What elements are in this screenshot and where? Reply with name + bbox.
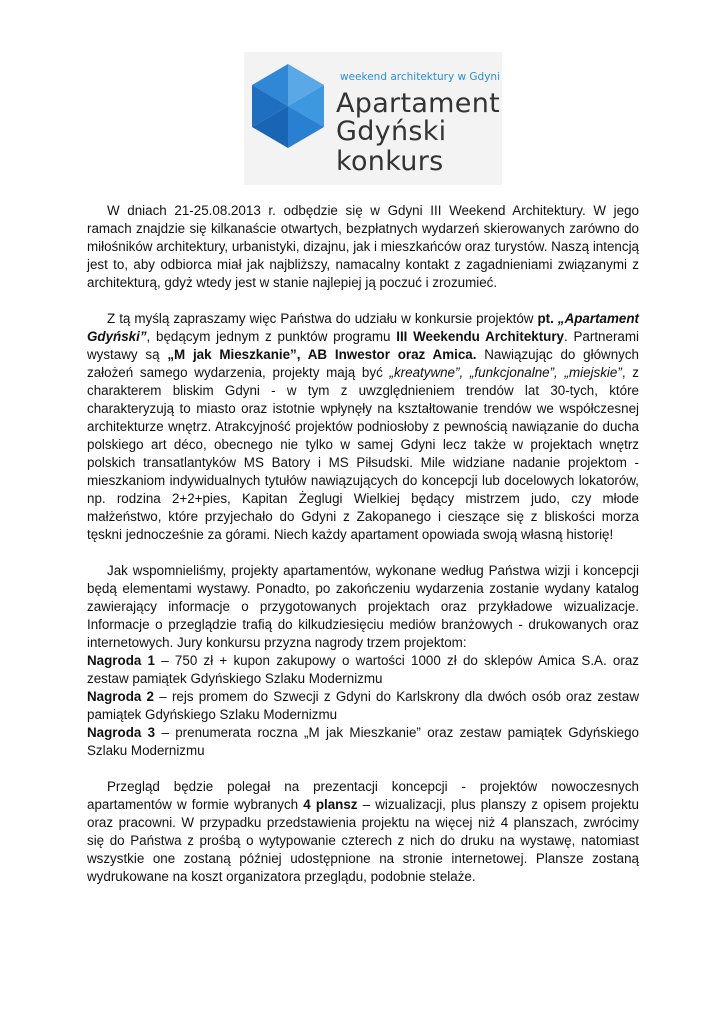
prize-1 — [87, 652, 639, 688]
partners-list: „M jak Mieszkanie”, AB Inwestor oraz Amica. — [167, 347, 477, 362]
exhibition-paragraph: Jak wspomnieliśmy, projekty apartamentów, wykonane według Państwa wizji i koncepcji będą elementami wystawy. Ponadto, po zakończeniu wydarzenia zostanie wydany katalog zawierający informacje o przygotowanych projektach oraz przykładowe wizualizacje. Informacje o przeglądzie trafią do kilkudziesięciu mediów branżowych - drukowanych oraz internetowych. Jury konkursu przyzna nagrody trzem projektom: — [87, 563, 639, 650]
prize-2 — [87, 688, 639, 724]
prize-2-label: Nagroda 2 — [87, 689, 155, 704]
logo-title-line-3: konkurs — [336, 146, 444, 177]
document-body — [87, 202, 639, 886]
logo-tagline: weekend architektury w Gdyni — [340, 71, 501, 83]
event-name: III Weekendu Architektury — [396, 329, 565, 344]
prize-3 — [87, 724, 639, 760]
prize-3-text: – prenumerata roczna „M jak Mieszkanie” oraz zestaw pamiątek Gdyńskiego Szlaku Modernizmu — [87, 725, 639, 758]
invitation-text-j: , z charakterem bliskim Gdyni - w tym z uwzględnieniem trendów lat 30-tych, które charakteryzują to miasto oraz istotnie wpłynęły na kształtowanie trendów we współczesnej architekturze wnętrz. Atrakcyjność projektów podniosłoby z pewnością nawiązanie do ducha polskiego art déco, obecnego nie tylko w samej Gdyni lecz także w projektach wnętrz polskich transatlantyków MS Batory i MS Piłsudski. Mile widziane nadanie projektom - mieszkaniom indywidualnych tytułów nawiązujących do koncepcji lub docelowych lokatorów, np. rodzina 2+2+pies, Kapitan Żeglugi Wielkiej będący mistrzem judo, czy młode małżeństwo, które przyjechało do Gdyni z Zakopanego i cieszące się z bliskości morza tęskni jednocześnie za górami. Niech każdy apartament opowiada swoją własną historię! — [87, 365, 639, 542]
invitation-text-f: . Partnerami wystawy są — [87, 329, 639, 362]
boards-count: 4 plansz — [303, 797, 358, 812]
invitation-text-a: Z tą myślą zapraszamy więc Państwa do udziału w konkursie projektów — [107, 311, 538, 326]
invitation-text-b: pt. — [537, 311, 558, 326]
intro-paragraph: W dniach 21-25.08.2013 r. odbędzie się w Gdyni III Weekend Architektury. W jego ramach znajdzie się kilkanaście otwartych, bezpłatnych wydarzeń skierowanych zarówno do miłośników architektury, urbanistyki, dizajnu, jak i mieszkańców oraz turystów. Naszą intencją jest to, aby odbiorca miał jak najbliższy, namacalny kontakt z zagadnieniami związanymi z architekturą, gdyż wtedy jest w stanie najlepiej ją poczuć i zrozumieć. — [87, 203, 639, 290]
logo-title-line-1: Apartament — [336, 88, 500, 119]
competition-name: „Apartament Gdyński” — [87, 311, 639, 344]
event-logo — [244, 52, 502, 185]
logo-title-line-2: Gdyński — [336, 116, 447, 147]
cube-logo-icon — [252, 64, 324, 148]
review-paragraph — [87, 778, 639, 886]
invitation-text-h: Nawiązując do głównych założeń samego wydarzenia, projekty mają być — [87, 347, 639, 380]
prize-2-text: – rejs promem do Szwecji z Gdyni do Karlskrony dla dwóch osób oraz zestaw pamiątek Gdyńskiego Szlaku Modernizmu — [87, 689, 640, 722]
review-text-a: Przegląd będzie polegał na prezentacji koncepcji - projektów nowoczesnych apartamentów w formie wybranych — [87, 779, 639, 812]
prize-3-label: Nagroda 3 — [87, 725, 156, 740]
invitation-text-d: , będącym jednym z punktów programu — [146, 329, 397, 344]
prize-1-label: Nagroda 1 — [87, 653, 155, 668]
project-qualities: „kreatywne”, „funkcjonalne”, „miejskie” — [389, 365, 622, 380]
review-text-c: – wizualizacji, plus planszy z opisem projektu oraz pracowni. W przypadku przedstawienia projektu na więcej niż 4 planszach, zwrócimy się do Państwa z prośbą o wytypowanie czterech z nich do druku na wystawę, natomiast wszystkie one zostaną później udostępnione na stronie internetowej. Plansze zostaną wydrukowane na koszt organizatora przeglądu, podobnie stelaże. — [87, 797, 639, 884]
prize-1-text: – 750 zł + kupon zakupowy o wartości 1000 zł do sklepów Amica S.A. oraz zestaw pamiątek Gdyńskiego Szlaku Modernizmu — [87, 653, 639, 686]
invitation-paragraph — [87, 310, 639, 544]
